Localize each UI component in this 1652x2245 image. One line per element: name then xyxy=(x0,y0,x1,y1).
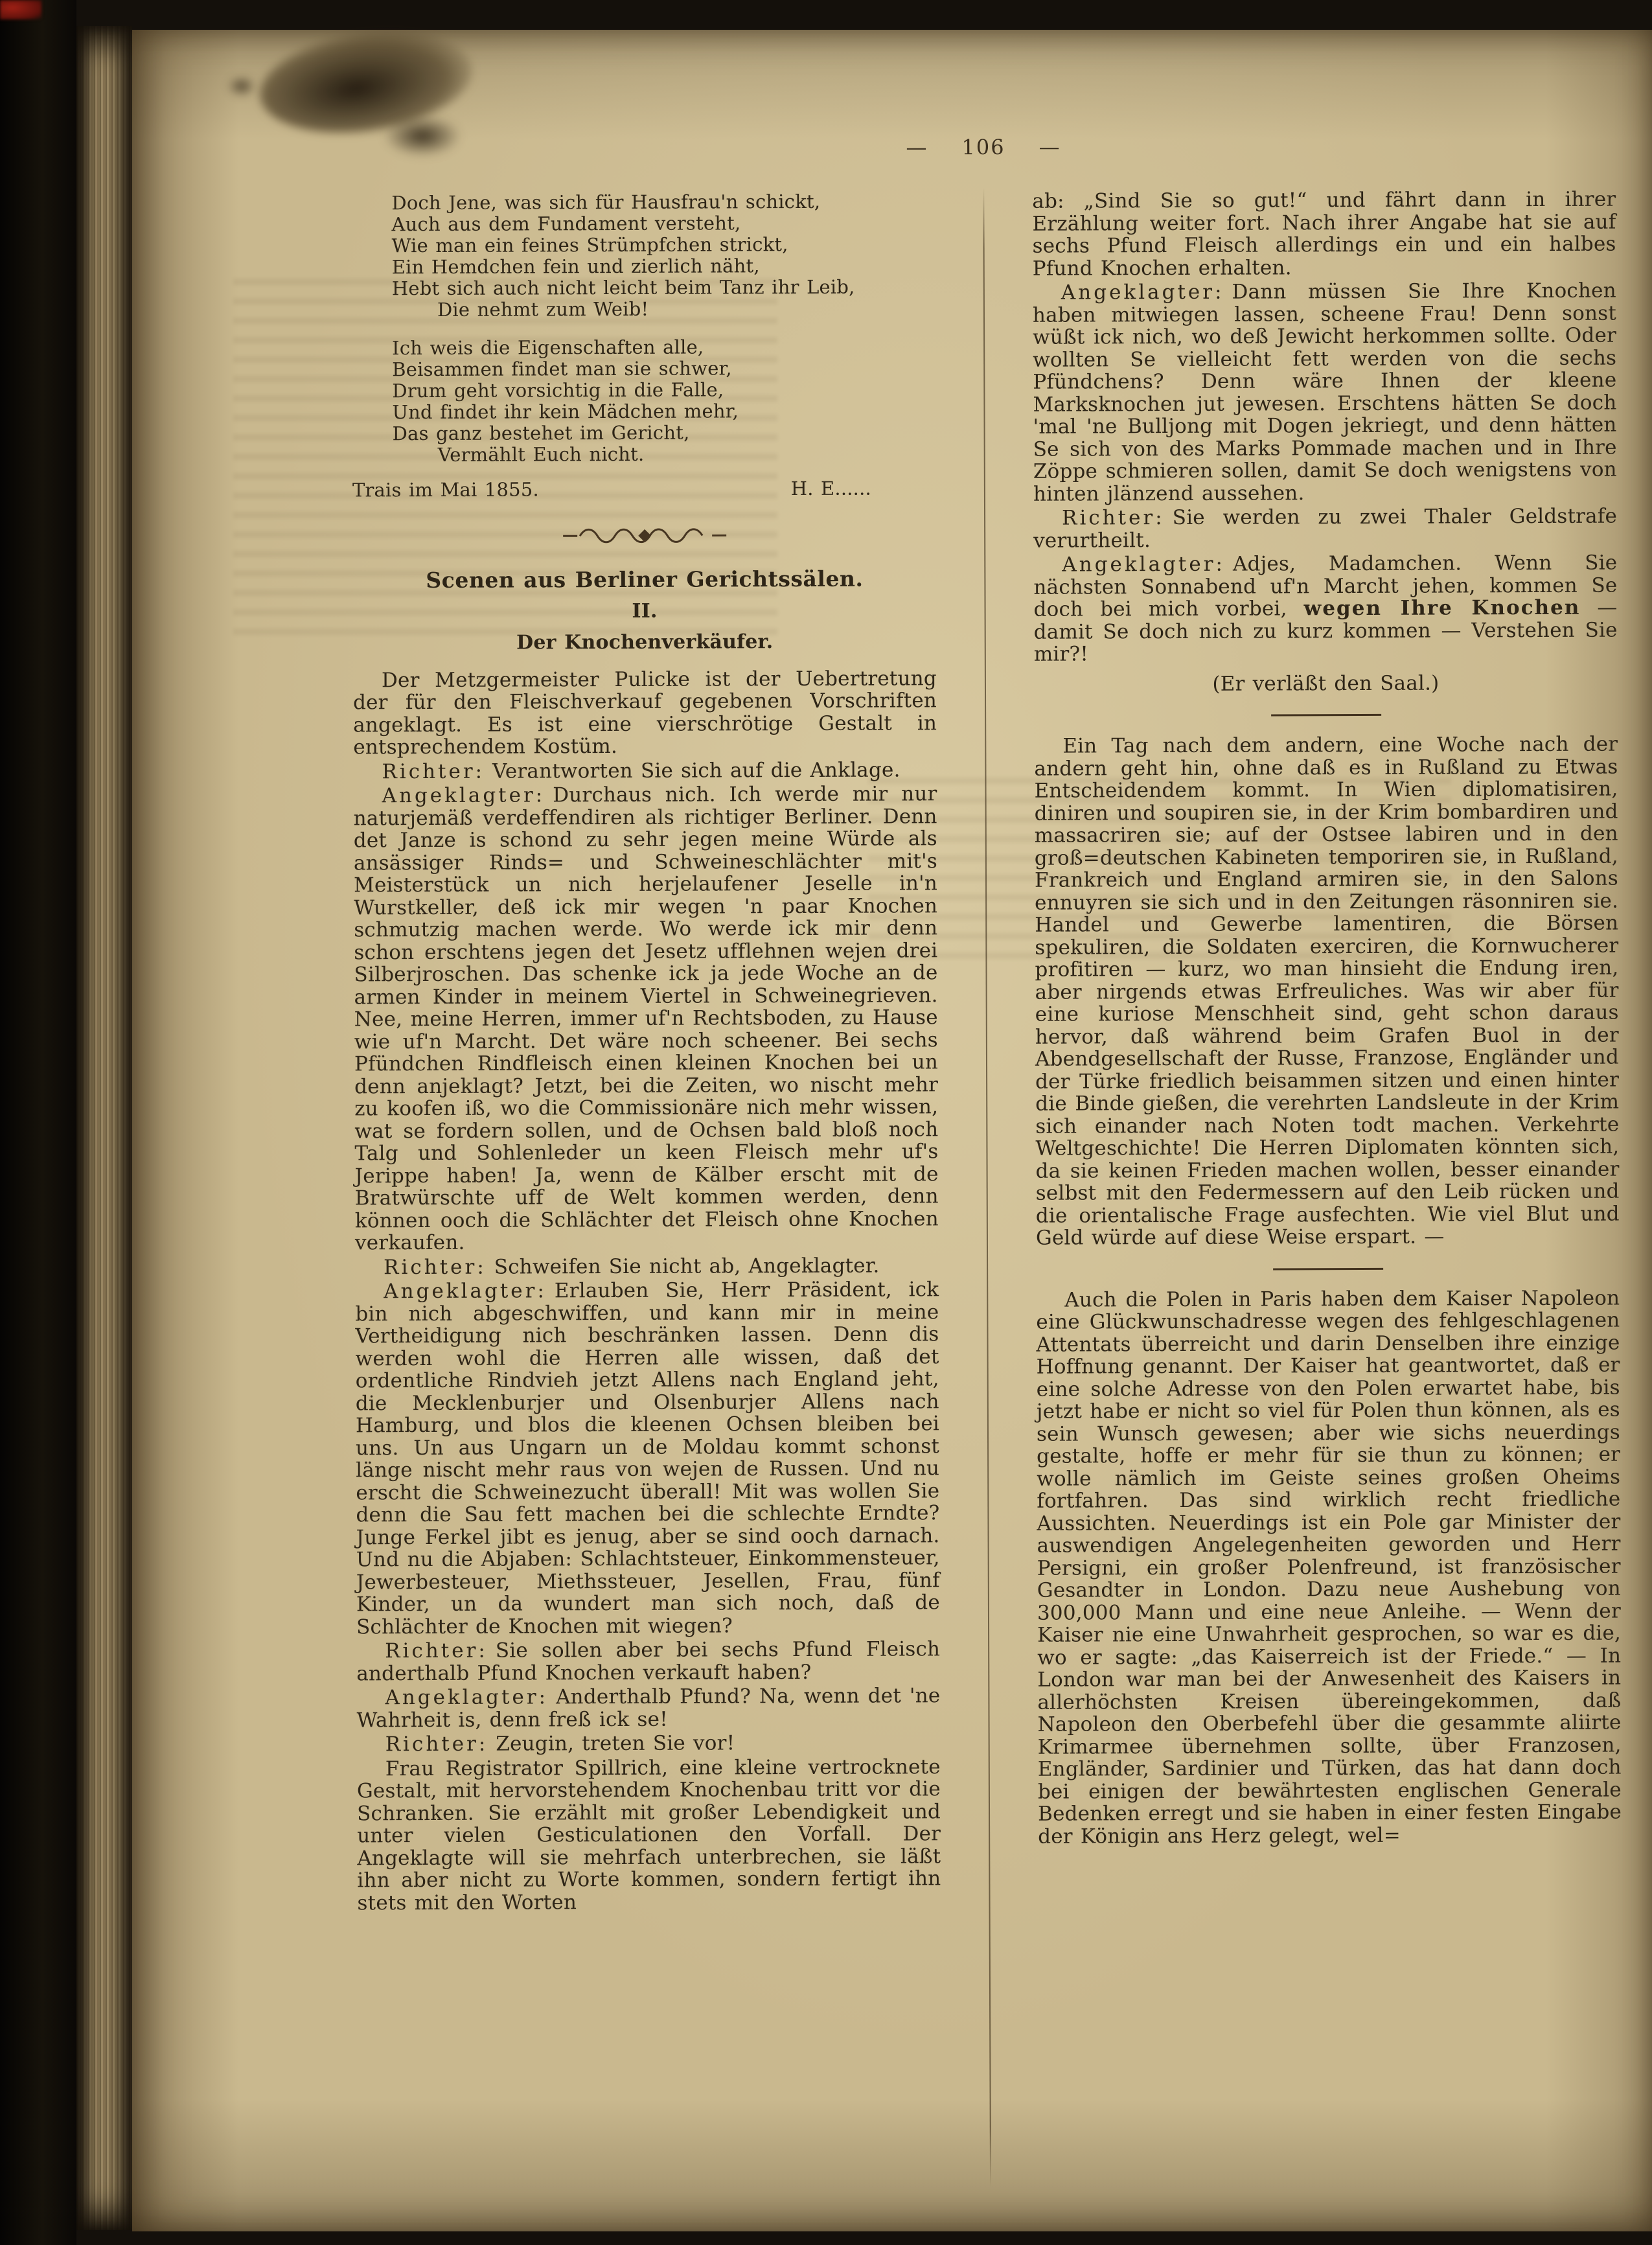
page-edge-stack xyxy=(76,26,132,2230)
speaker-label: Richter: xyxy=(382,759,485,783)
poem-line: Auch aus dem Fundament versteht, xyxy=(391,212,741,236)
poem-stanza-2 xyxy=(392,336,936,466)
paragraph-text: Ein Tag nach dem andern, eine Woche nach der andern geht hin, ohne daß es in Rußland zu Etwas Entscheidendem kommt. In Wien diplomatisiren, diniren und soupiren sie, in der Krim bombardiren und massacriren sie; auf der Ostsee labiren und in den groß=deutschen Kabineten temporiren sie, in Rußland, Frankreich und England armiren sie, in den Salons ennuyren sie sich und in den Zeitungen räsonniren sie. Handel und Gewerbe lamentiren, die Börsen spekuliren, die Soldaten exerciren, die Kornwucherer profitiren — kurz, wo man hinsieht die Endung iren, aber nirgends etwas Erfreuliches. Was wir aber für eine kuriose Menschheit sind, geht schon daraus hervor, daß während beim Grafen Buol in der Abendgesellschaft der Russe, Franzose, Engländer und der Türke friedlich beisammen sitzen und einen hinter die Binde gießen, die verehrten Landsleute in der Krim sich einander nach Noten todt machen. Verkehrte Weltgeschichte! Die Herren Diplomaten könnten sich, da sie keinen Frieden machen wollen, besser einander selbst mit den Federmessern auf den Leib rücken und die orientalische Frage ausfechten. Wie viel Blut und Geld würde auf diese Weise erspart. — xyxy=(1034,732,1620,1250)
dialog-paragraph xyxy=(356,1685,940,1731)
paragraph-text: Anderthalb Pfund? Na, wenn det 'ne Wahrheit is, denn freß ick se! xyxy=(356,1684,941,1732)
paragraph-text: Zeugin, treten Sie vor! xyxy=(496,1731,735,1756)
paragraph-text: Durchaus nich. Ich werde mir nur naturjemäß verdeffendiren als richtiger Berliner. Denn det Janze is schond zu sehr jegen meine Würde als ansässiger Rinds= und Schweineschlächter mit's Meisterstück un nich herjelaufener Jeselle in'n Wurstkeller, deß ick mir wegen 'n paar Knochen schmutzig machen werde. Wo werde ick mir denn schon erschtens jegen det Jesetz ufflehnen wejen drei Silberjroschen. Das schenke ick ja jede Woche an de armen Kinder in meinem Viertel in Schweinegrieven. Nee, meine Herren, immer uf'n Rechtsboden, zu Hause wie uf'n Marcht. Det wäre noch scheener. Bei sechs Pfündchen Rindfleisch einen kleinen Knochen bei un denn anjeklagt? Jetzt, bei die Zeiten, wo nischt mehr zu koofen iß, wo die Commissionäre nich mehr wissen, wat se fordern sollen, und de Ochsen bald bloß noch Talg und Sohlenleder un keen Fleisch mehr uf's Jerippe haben! Ja, wenn de Kälber erscht mit de Bratwürschte uff de Welt kommen werden, denn können ooch die Schlächter det Fleisch ohne Knochen verkaufen. xyxy=(353,782,939,1255)
paragraph-text: Der Metzgermeister Pulicke ist der Uebertretung der für den Fleischverkauf gegebenen Vorschriften angeklagt. Es ist eine vierschrötige Gestalt in entsprechendem Kostüm. xyxy=(352,666,937,759)
paragraph-text: Frau Registrator Spillrich, eine kleine vertrocknete Gestalt, mit hervorstehendem Knochenbau tritt vor die Schranken. Sie erzählt mit großer Lebendigkeit und unter vielen Gesticulationen den Vorfall. Der Angeklagte will sie mehrfach unterbrechen, sie läßt ihn aber nicht zu Worte kommen, sondern fertigt ihn stets mit den Worten xyxy=(356,1755,941,1915)
poem-line: Ein Hemdchen fein und zierlich näht, xyxy=(391,255,760,279)
paragraph-text: Adjes, Madamchen. Wenn Sie nächsten Sonnabend uf'n Marcht jehen, kommen Se doch bei mich vorbei, xyxy=(1033,551,1618,621)
poem-line: Vermählt Euch nicht. xyxy=(437,443,645,466)
book-spine xyxy=(0,0,76,2245)
dialog-paragraph xyxy=(355,1254,939,1279)
dialog-paragraph xyxy=(353,759,937,783)
page-number-dash-right: — xyxy=(1038,134,1061,159)
article-subtitle: Der Knochenverkäufer. xyxy=(516,630,774,654)
right-column xyxy=(1032,189,1623,2212)
paragraph-intro xyxy=(353,667,937,759)
red-corner-mark xyxy=(0,0,41,19)
poem-line: Drum geht vorsichtig in die Falle, xyxy=(392,378,724,402)
continuation-paragraph xyxy=(1032,189,1616,280)
divider-ornament xyxy=(560,526,729,545)
poem xyxy=(391,190,935,466)
signature-place: Trais im Mai 1855. xyxy=(352,478,539,501)
poem-stanza-1 xyxy=(391,190,935,321)
poem-line: Wie man ein feines Strümpfchen strickt, xyxy=(391,233,788,257)
two-column-layout xyxy=(351,189,1623,2215)
poem-line: Die nehmt zum Weib! xyxy=(437,297,649,321)
narration-paragraph xyxy=(357,1756,941,1915)
page-content xyxy=(351,133,1623,2215)
poem-line: Doch Jene, was sich für Hausfrau'n schickt, xyxy=(391,190,821,214)
dialog-paragraph xyxy=(1033,505,1617,552)
section-rule xyxy=(1271,714,1381,717)
ink-spot xyxy=(228,76,255,96)
paragraph-text: Verantworten Sie sich auf die Anklage. xyxy=(492,757,901,783)
page-number-value: 106 xyxy=(961,134,1005,160)
dialog-paragraph xyxy=(1033,552,1618,666)
poem-line: Beisammen findet man sie schwer, xyxy=(392,357,732,381)
dialog-paragraph xyxy=(1033,280,1617,505)
speaker-label: Angeklagter: xyxy=(1061,280,1224,305)
dialog-paragraph xyxy=(357,1731,941,1756)
poem-line: Hebt sich auch nicht leicht beim Tanz ihr Leib, xyxy=(391,275,855,300)
dialog-paragraph xyxy=(356,1638,940,1685)
column-divider xyxy=(983,188,991,2187)
speaker-label: Richter: xyxy=(385,1732,488,1756)
essay-paragraph xyxy=(1034,733,1620,1250)
signature-author: H. E...... xyxy=(790,477,871,500)
poem-line: Das ganz bestehet im Gericht, xyxy=(392,421,690,445)
page-number-dash-left: — xyxy=(906,135,928,160)
paragraph-text: ab: „Sind Sie so gut!“ und fährt dann in ihrer Erzählung weiter fort. Nach ihrer Angabe hat sie auf sechs Pfund Fleisch allerdings ein und ein halbes Pfund Knochen erhalten. xyxy=(1032,187,1616,281)
page-number xyxy=(351,133,1616,162)
poem-line: Und findet ihr kein Mädchen mehr, xyxy=(392,400,739,424)
scanned-page xyxy=(132,30,1652,2231)
emphasized-phrase: wegen Ihre Knochen xyxy=(1303,595,1581,621)
section-rule xyxy=(1273,1267,1383,1270)
paragraph-text: Schweifen Sie nicht ab, Angeklagter. xyxy=(494,1254,880,1279)
speaker-label: Richter: xyxy=(1062,506,1165,530)
paragraph-text: Dann müssen Sie Ihre Knochen haben mitwiegen lassen, scheene Frau! Denn sonst wüßt ick nich, wo deß Jewicht herkommen sollte. Oder wollten Se vielleicht fett werden von die sechs Pfündchens? Denn wäre Ihnen der kleene Marksknochen jut jewesen. Erschtens hätten Se doch 'mal 'ne Bulljong mit Dogen jekriegt, und denn hätten Se sich von des Marks Pommade machen und in Ihre Zöppe schmieren sollen, damit Se doch wenigstens von hinten jlänzend aussehen. xyxy=(1032,279,1617,506)
dialog-paragraph xyxy=(353,783,939,1254)
left-column xyxy=(351,190,942,2214)
speaker-label: Angeklagter: xyxy=(1062,552,1226,577)
stage-direction: (Er verläßt den Saal.) xyxy=(1212,671,1440,696)
paragraph-text: Erlauben Sie, Herr Präsident, ick bin nich abgeschwiffen, und kann mir in meine Vertheidigung nich beschränken lassen. Denn dis werden wohl die Herren alle wissen, daß det ordentliche Rindvieh jetzt Allens nach England jeht, die Mecklenburjer und Olsenburjer Allens nach Hamburg, und blos die kleenen Ochsen bleiben bei uns. Un aus Ungarn un de Moldau kommt schonst länge nischt mehr raus von wejen de Russen. Und nu erscht die Schweinezucht überall! Mit was wollen Sie denn die Sau fett machen bei die schlechte Erndte? Junge Ferkel jibt es jenug, aber se sind ooch darnach. Und nu die Abjaben: Schlachtsteuer, Einkommensteuer, Jewerbesteuer, Miethssteuer, Jesellen, Frau, fünf Kinder, un da wundert man sich noch, daß de Schlächter de Knochen mit wiegen? xyxy=(355,1278,940,1639)
speaker-label: Angeklagter: xyxy=(384,1279,547,1304)
essay-paragraph xyxy=(1036,1287,1622,1848)
article-title: Scenen aus Berliner Gerichtssälen. xyxy=(426,566,864,593)
paragraph-text: — damit Se doch nich zu kurz kommen — Verstehen Sie mir?! xyxy=(1033,595,1618,666)
speaker-label: Angeklagter: xyxy=(382,783,545,808)
speaker-label: Richter: xyxy=(384,1255,487,1279)
speaker-label: Richter: xyxy=(385,1639,488,1663)
paragraph-text: Auch die Polen in Paris haben dem Kaiser Napoleon eine Glückwunschadresse wegen des fehlgeschlagenen Attentats überreicht und darin Denselben ihre einzige Hoffnung genannt. Der Kaiser hat geantwortet, daß er eine solche Adresse von den Polen erwartet habe, bis jetzt habe er nicht so viel für Polen thun können, als es sein Wunsch gewesen; aber wie sichs neuerdings gestalte, hoffe er mehr für sie thun zu können; er wolle nämlich im Geiste seines großen Oheims fortfahren. Das sind wirklich recht friedliche Aussichten. Neuerdings ist ein Pole gar Minister der auswendigen Angelegenheiten geworden und Herr Persigni, ein großer Polenfreund, ist französischer Gesandter in London. Dazu neue Aushebung von 300,000 Mann und eine neue Anleihe. — Wenn der Kaiser nie eine Unwahrheit gesprochen, so war es die, wo er sagte: „das Kaiserreich ist der Friede.“ — In London war man bei der Anwesenheit des Kaisers in allerhöchsten Kreisen übereingekommen, daß Napoleon den Oberbefehl über die gesammte aliirte Krimarmee übernehmen sollte, über Franzosen, Engländer, Sardinier und Türken, das hat dann doch bei einigen der bewährtesten englischen Generale Bedenken erregt und sie haben in einer festen Eingabe der Königin ans Herz gelegt, wel= xyxy=(1036,1286,1622,1848)
poem-line: Ich weis die Eigenschaften alle, xyxy=(392,336,704,360)
poem-signature xyxy=(352,477,936,501)
speaker-label: Angeklagter: xyxy=(385,1685,549,1710)
paragraph-text: Sie werden zu zwei Thaler Geldstrafe verurtheilt. xyxy=(1033,504,1618,553)
section-divider xyxy=(352,525,936,551)
paragraph-text: Sie sollen aber bei sechs Pfund Fleisch anderthalb Pfund Knochen verkauft haben? xyxy=(356,1637,941,1685)
article-part-number: II. xyxy=(632,599,658,623)
dialog-paragraph xyxy=(355,1278,940,1638)
